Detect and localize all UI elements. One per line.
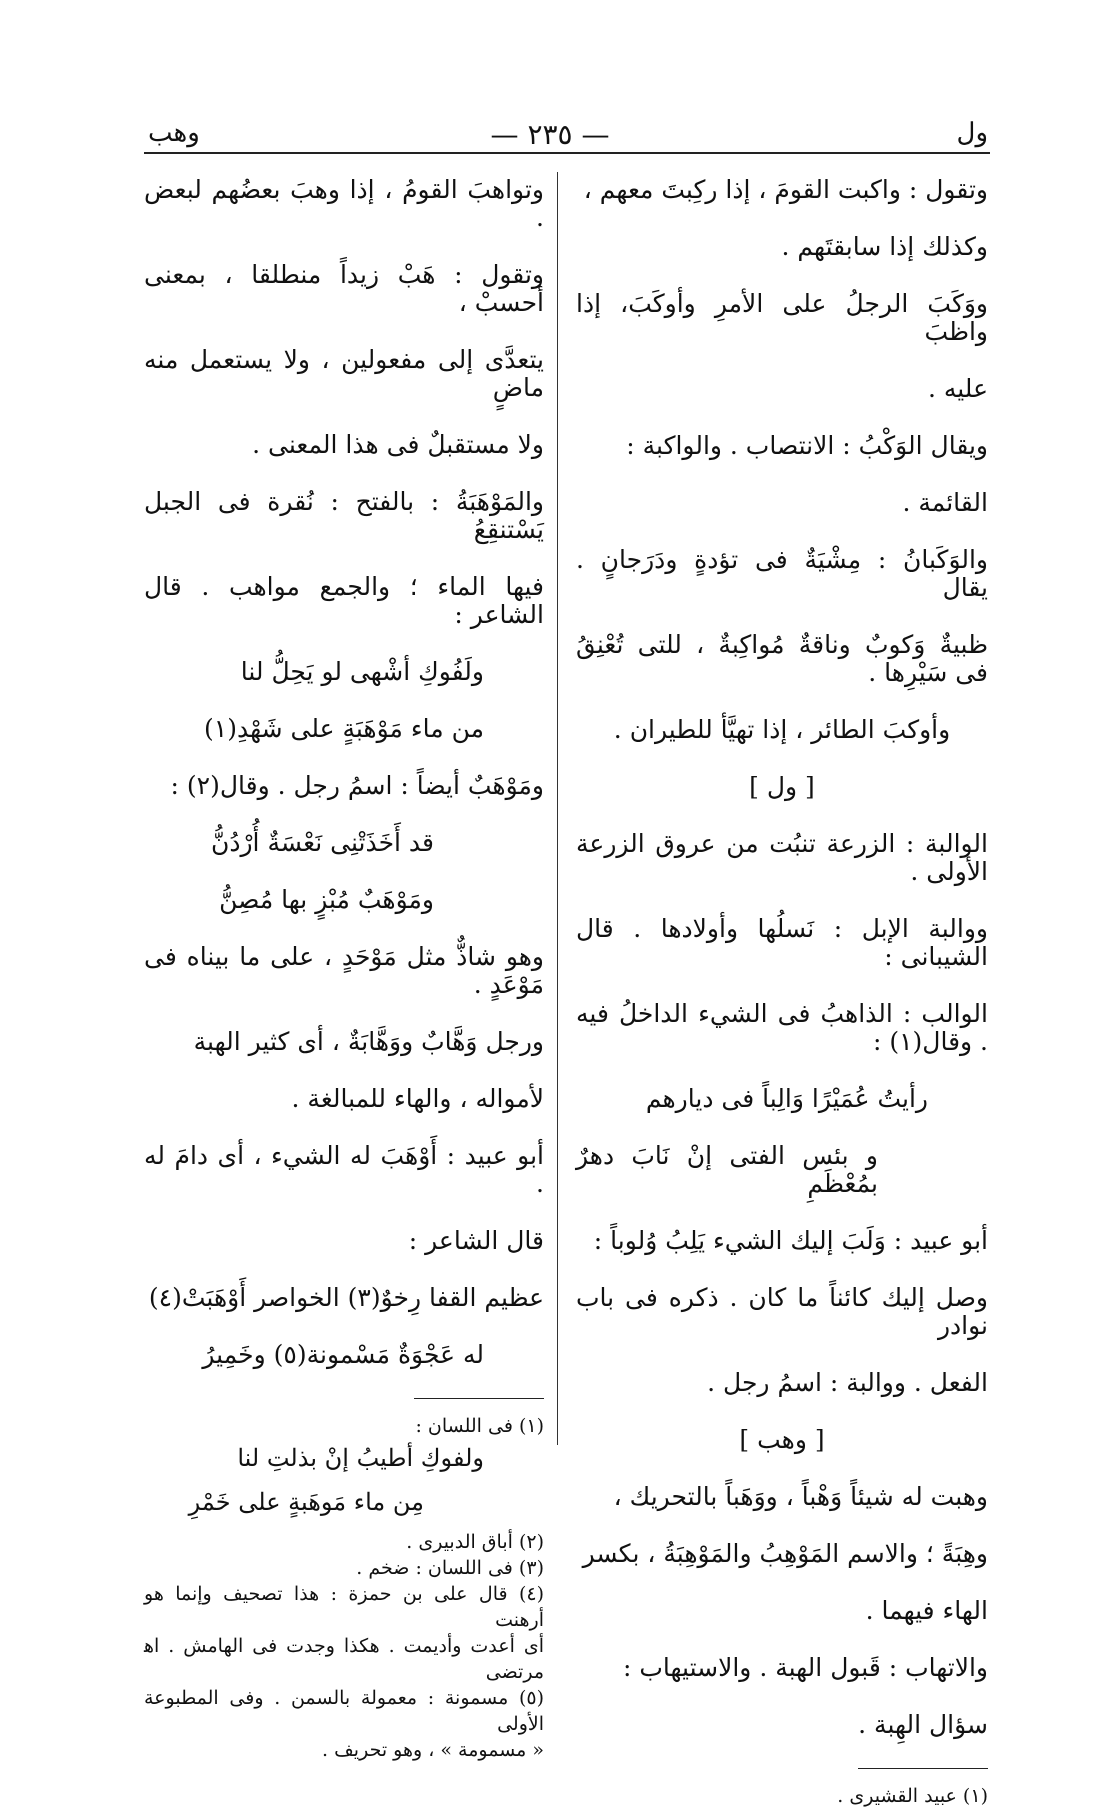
text-line: الوالبة : الزرعة تنبُت من عروق الزرعة الأولى .: [576, 829, 988, 886]
running-head-right: ول: [956, 118, 988, 148]
text-line: الفعل . ووالبة : اسمُ رجل .: [707, 1368, 988, 1397]
footnote-verse: مِن ماء مَوهَبةٍ على خَمْرِ: [188, 1488, 424, 1516]
page-number: — ٢٣٥ —: [490, 118, 610, 151]
text-line: والمَوْهَبَةُ : بالفتح : نُقرة فى الجبل يَسْتنقِعُ: [144, 487, 544, 544]
left-column: [144, 176, 544, 1763]
column-divider: [557, 172, 558, 1445]
entry-heading: [ ول ]: [749, 772, 815, 801]
text-line: وتقول : هَبْ زيداً منطلقا ، بمعنى أحسبْ ،: [144, 260, 544, 317]
text-line: أبو عبيد : أَوْهَبَ له الشيء ، أى دامَ له .: [144, 1141, 544, 1198]
text-line: ظبيةٌ وَكوبٌ وناقةٌ مُواكِبةٌ ، للتى تُعْنِقُ فى سَيْرِها .: [576, 630, 988, 687]
text-line: ووالبة الإبل : نَسلُها وأولادها . قال الشيبانى :: [576, 914, 988, 971]
verse-line: عظيم القفا رِخوٌ(٣) الخواصر أَوْهَبَتْ(٤): [148, 1283, 544, 1312]
footnote-separator: [414, 1398, 544, 1399]
text-line: والاتهاب : قَبول الهبة . والاستيهاب :: [623, 1653, 988, 1682]
text-line: وهِبَةً ؛ والاسم المَوْهِبُ والمَوْهِبَةُ ، بكسر: [582, 1539, 988, 1568]
text-line: ومَوْهَبٌ أيضاً : اسمُ رجل . وقال(٢) :: [170, 771, 544, 800]
text-line: ووَكَبَ الرجلُ على الأمرِ وأوكَبَ، إذا واظبَ: [576, 289, 988, 346]
text-line: والوَكَبانُ : مِشْيَةٌ فى تؤدةٍ ودَرَجانٍ . يقال: [576, 545, 988, 602]
text-line: ويقال الوَكْبُ : الانتصاب . والواكبة :: [626, 431, 988, 460]
text-line: الهاء فيهما .: [865, 1596, 988, 1625]
text-line: وكذلك إذا سابقتَهم .: [781, 232, 988, 261]
verse-line: ولَفُوكِ أشْهى لو يَحِلُّ لنا: [240, 657, 484, 686]
text-line: أبو عبيد : وَلَبَ إليك الشيء يَلِبُ وُلوباً :: [593, 1226, 988, 1255]
footnote: (١) عبيد القشيرى .: [837, 1785, 988, 1807]
text-line: فيها الماء ؛ والجمع مواهب . قال الشاعر :: [144, 572, 544, 629]
right-column: [576, 176, 988, 1809]
text-line: لأمواله ، والهاء للمبالغة .: [291, 1084, 544, 1113]
footnote-verse: ولفوكِ أطيبُ إنْ بذلتِ لنا: [237, 1444, 484, 1472]
running-head-left: وهب: [148, 118, 200, 148]
footnote: (٢) أباق الدبيرى .: [406, 1531, 544, 1553]
footnote: (١) فى اللسان :: [415, 1415, 544, 1437]
footnote: « مسمومة » ، وهو تحريف .: [322, 1739, 544, 1761]
footnote: (٤) قال على بن حمزة : هذا تصحيف وإنما هو أرهنت: [144, 1583, 544, 1631]
text-line: ورجل وَهَّابٌ ووَهَّابَةٌ ، أى كثير الهبة: [193, 1027, 544, 1056]
text-line: وتواهبَ القومُ ، إذا وهبَ بعضُهم لبعض .: [144, 175, 544, 232]
text-line: وصل إليك كائناً ما كان . ذكره فى باب نوادر: [576, 1283, 988, 1340]
footnote: أى أعدت وأديمت . هكذا وجدت فى الهامش . اﻫ مرتضى: [144, 1635, 544, 1683]
text-line: وأوكبَ الطائر ، إذا تهيَّأ للطيران .: [613, 715, 951, 744]
header-rule: [144, 152, 990, 154]
verse-line: رأيتُ عُمَيْرًا وَالِباً فى ديارهم: [645, 1084, 928, 1113]
footnote: (٣) فى اللسان : ضخم .: [356, 1557, 544, 1579]
text-line: القائمة .: [902, 488, 988, 517]
text-line: عليه .: [927, 374, 988, 403]
verse-line: من ماء مَوْهَبَةٍ على شَهْدِ(١): [204, 714, 484, 743]
footnote-separator: [858, 1768, 988, 1769]
text-line: وهبت له شيئاً وَهْباً ، ووَهَباً بالتحريك ،: [613, 1482, 988, 1511]
verse-line: قد أَخَذَتْنِى نَعْسَةٌ أُرْدُنُّ: [210, 828, 434, 857]
text-line: قال الشاعر :: [408, 1226, 544, 1255]
verse-line: و بئس الفتى إنْ نَابَ دهرٌ بمُعْظَمِ: [576, 1141, 878, 1198]
text-line: ولا مستقبلٌ فى هذا المعنى .: [252, 430, 544, 459]
text-line: الوالب : الذاهبُ فى الشيء الداخلُ فيه . وقال(١) :: [576, 999, 988, 1056]
text-line: سؤال الهِبة .: [858, 1710, 988, 1739]
text-line: وتقول : واكبت القومَ ، إذا ركِبتَ معهم ،: [583, 175, 988, 204]
entry-heading: [ وهب ]: [739, 1425, 825, 1454]
footnote: (٥) مسمونة : معمولة بالسمن . وفى المطبوعة الأولى: [144, 1687, 544, 1735]
verse-line: له عَجْوَةٌ مَسْمونة(٥) وخَمِيرُ: [202, 1340, 484, 1369]
verse-line: ومَوْهَبٌ مُبْزٍ بها مُصِنُّ: [219, 885, 434, 914]
text-line: وهو شاذٌّ مثل مَوْحَدٍ ، على ما بيناه فى مَوْعَدٍ .: [144, 942, 544, 999]
text-line: يتعدَّى إلى مفعولين ، ولا يستعمل منه ماضٍ: [144, 345, 544, 402]
